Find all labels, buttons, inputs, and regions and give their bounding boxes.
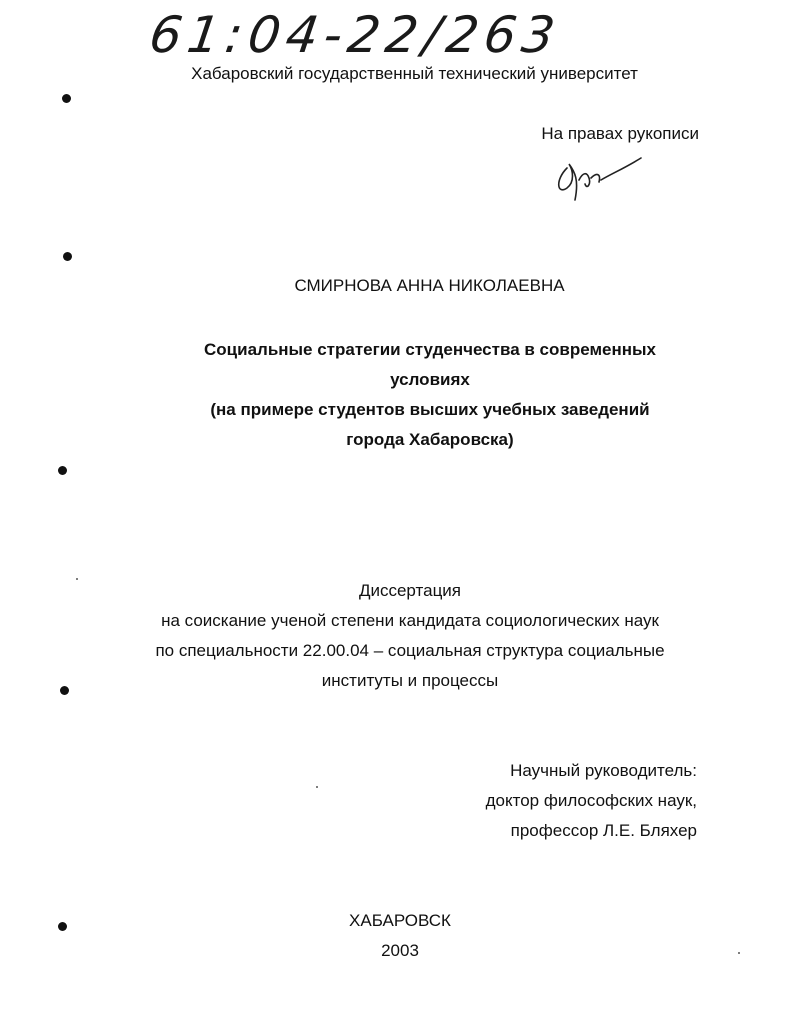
- dissertation-description: [100, 576, 720, 696]
- description-line: по специальности 22.00.04 – социальная структура социальные: [155, 641, 665, 660]
- scan-speck: [76, 578, 78, 580]
- title-line: (на примере студентов высших учебных заведений: [210, 400, 650, 419]
- binding-hole-mark: [62, 94, 71, 103]
- title-line: условиях: [390, 370, 470, 389]
- manuscript-rights-note: На правах рукописи: [541, 124, 699, 143]
- binding-hole-mark: [63, 252, 72, 261]
- scan-speck: [738, 952, 740, 954]
- dissertation-title: [150, 335, 710, 455]
- scan-speck: [316, 786, 318, 788]
- university-name: Хабаровский государственный технический университет: [191, 64, 638, 83]
- supervisor-line: Научный руководитель:: [510, 761, 697, 780]
- supervisor-line: доктор философских наук,: [485, 791, 697, 810]
- city-name: ХАБАРОВСК: [349, 911, 451, 930]
- author-name: СМИРНОВА АННА НИКОЛАЕВНА: [294, 276, 565, 295]
- title-line: города Хабаровска): [346, 430, 514, 449]
- description-line: на соискание ученой степени кандидата социологических наук: [161, 611, 659, 630]
- year: 2003: [381, 941, 419, 960]
- signature-image: [545, 150, 655, 210]
- binding-hole-mark: [58, 922, 67, 931]
- supervisor-line: профессор Л.Е. Бляхер: [510, 821, 697, 840]
- binding-hole-mark: [58, 466, 67, 475]
- description-line: Диссертация: [358, 581, 462, 600]
- city-year-block: [300, 906, 500, 966]
- binding-hole-mark: [60, 686, 69, 695]
- archive-number-handwritten: 61:04-22/263: [145, 6, 565, 64]
- scientific-supervisor: [486, 756, 697, 846]
- description-line: институты и процессы: [321, 671, 499, 690]
- title-line: Социальные стратегии студенчества в современных: [204, 340, 656, 359]
